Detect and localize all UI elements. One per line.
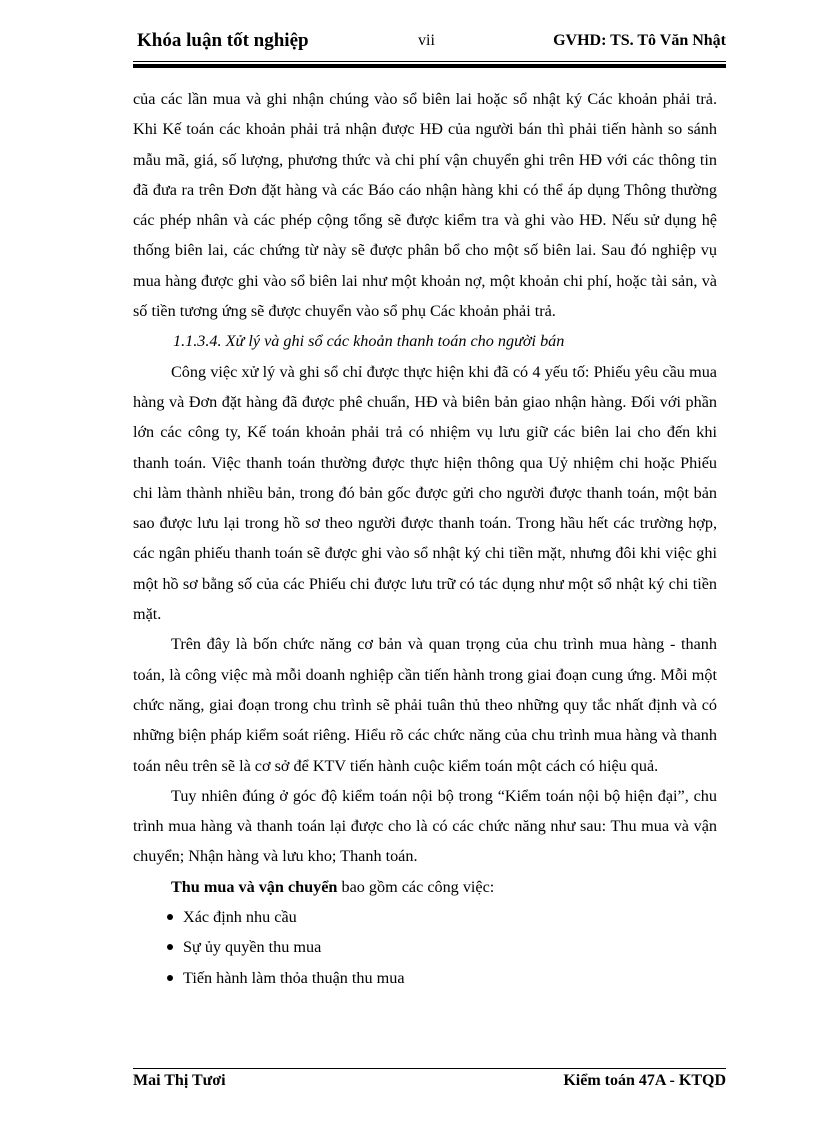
page-number: vii xyxy=(418,32,435,49)
footer-class: Kiểm toán 47A - KTQD xyxy=(563,1072,726,1089)
page-content xyxy=(133,84,717,993)
footer-author: Mai Thị Tươi xyxy=(133,1072,226,1089)
purchasing-intro: bao gồm các công việc: xyxy=(337,877,495,896)
list-item-text: Xác định nhu cầu xyxy=(183,908,297,927)
list-item xyxy=(133,902,717,932)
header-advisor: GVHD: TS. Tô Văn Nhật xyxy=(553,32,726,49)
paragraph-internal-audit: Tuy nhiên đúng ở góc độ kiểm toán nội bộ trong “Kiểm toán nội bộ hiện đại”, chu trình mua hàng và thanh toán lại được cho là có các chức năng như sau: Thu mua và vận chuyển; Nhận hàng và lưu kho; Thanh toán. xyxy=(133,786,717,866)
header-rule-thick xyxy=(133,64,726,68)
paragraph-processing: Công việc xử lý và ghi sổ chỉ được thực hiện khi đã có 4 yếu tố: Phiếu yêu cầu mua hàng và Đơn đặt hàng đã được phê chuẩn, HĐ và biên bản giao nhận hàng. Đối với phần lớn các công ty, Kế toán khoản phải trả có nhiệm vụ lưu giữ các biên lai cho đến khi thanh toán. Việc thanh toán thường được thực hiện thông qua Uỷ nhiệm chi hoặc Phiếu chi làm thành nhiều bản, trong đó bản gốc được gửi cho người được thanh toán, một bản sao được lưu lại trong hồ sơ theo người được thanh toán. Trong hầu hết các trường hợp, các ngân phiếu thanh toán sẽ được ghi vào sổ nhật ký chi tiền mặt, nhưng đôi khi việc ghi một hồ sơ bằng số của các Phiếu chi được lưu trữ có tác dụng như một sổ nhật ký chi tiền mặt. xyxy=(133,362,717,624)
purchasing-term: Thu mua và vận chuyển xyxy=(171,877,338,896)
list-item xyxy=(133,963,717,993)
page-footer xyxy=(133,1072,726,1096)
bullet-icon xyxy=(167,914,173,920)
list-item-text: Tiến hành làm thỏa thuận thu mua xyxy=(183,968,405,987)
list-item xyxy=(133,932,717,962)
paragraph-purchasing xyxy=(133,872,717,902)
bullet-list xyxy=(133,902,717,993)
bullet-icon xyxy=(167,944,173,950)
bullet-icon xyxy=(167,975,173,981)
footer-rule xyxy=(133,1068,726,1069)
paragraph-summary: Trên đây là bốn chức năng cơ bản và quan trọng của chu trình mua hàng - thanh toán, là công việc mà mỗi doanh nghiệp cần tiến hành trong giai đoạn cung ứng. Mỗi một chức năng, giai đoạn trong chu trình sẽ phải tuân thủ theo những quy tắc nhất định và có những biện pháp kiểm soát riêng. Hiểu rõ các chức năng của chu trình mua hàng và thanh toán nêu trên sẽ là cơ sở để KTV tiến hành cuộc kiểm toán một cách có hiệu quả. xyxy=(133,635,717,775)
paragraph-continued: của các lần mua và ghi nhận chúng vào sổ biên lai hoặc sổ nhật ký Các khoản phải trả. Khi Kế toán các khoản phải trả nhận được HĐ của người bán thì phải tiến hành so sánh mẫu mã, giá, số lượng, phương thức và chi phí vận chuyển ghi trên HĐ với các thông tin đã đưa ra trên Đơn đặt hàng và các Báo cáo nhận hàng khi có thể áp dụng Thông thường các phép nhân và các phép cộng tổng sẽ được kiểm tra và ghi vào HĐ. Nếu sử dụng hệ thống biên lai, các chứng từ này sẽ được phân bổ cho một số biên lai. Sau đó nghiệp vụ mua hàng được ghi vào sổ biên lai như một khoản nợ, một khoản chi phí, hoặc tài sản, và số tiền tương ứng sẽ được chuyển vào sổ phụ Các khoản phải trả. xyxy=(133,90,717,321)
header-rule-thin xyxy=(133,61,726,62)
page-header xyxy=(133,28,726,58)
section-heading: 1.1.3.4. Xử lý và ghi sổ các khoản thanh toán cho người bán xyxy=(173,332,565,351)
header-thesis-title: Khóa luận tốt nghiệp xyxy=(137,30,309,51)
list-item-text: Sự ủy quyền thu mua xyxy=(183,938,322,957)
